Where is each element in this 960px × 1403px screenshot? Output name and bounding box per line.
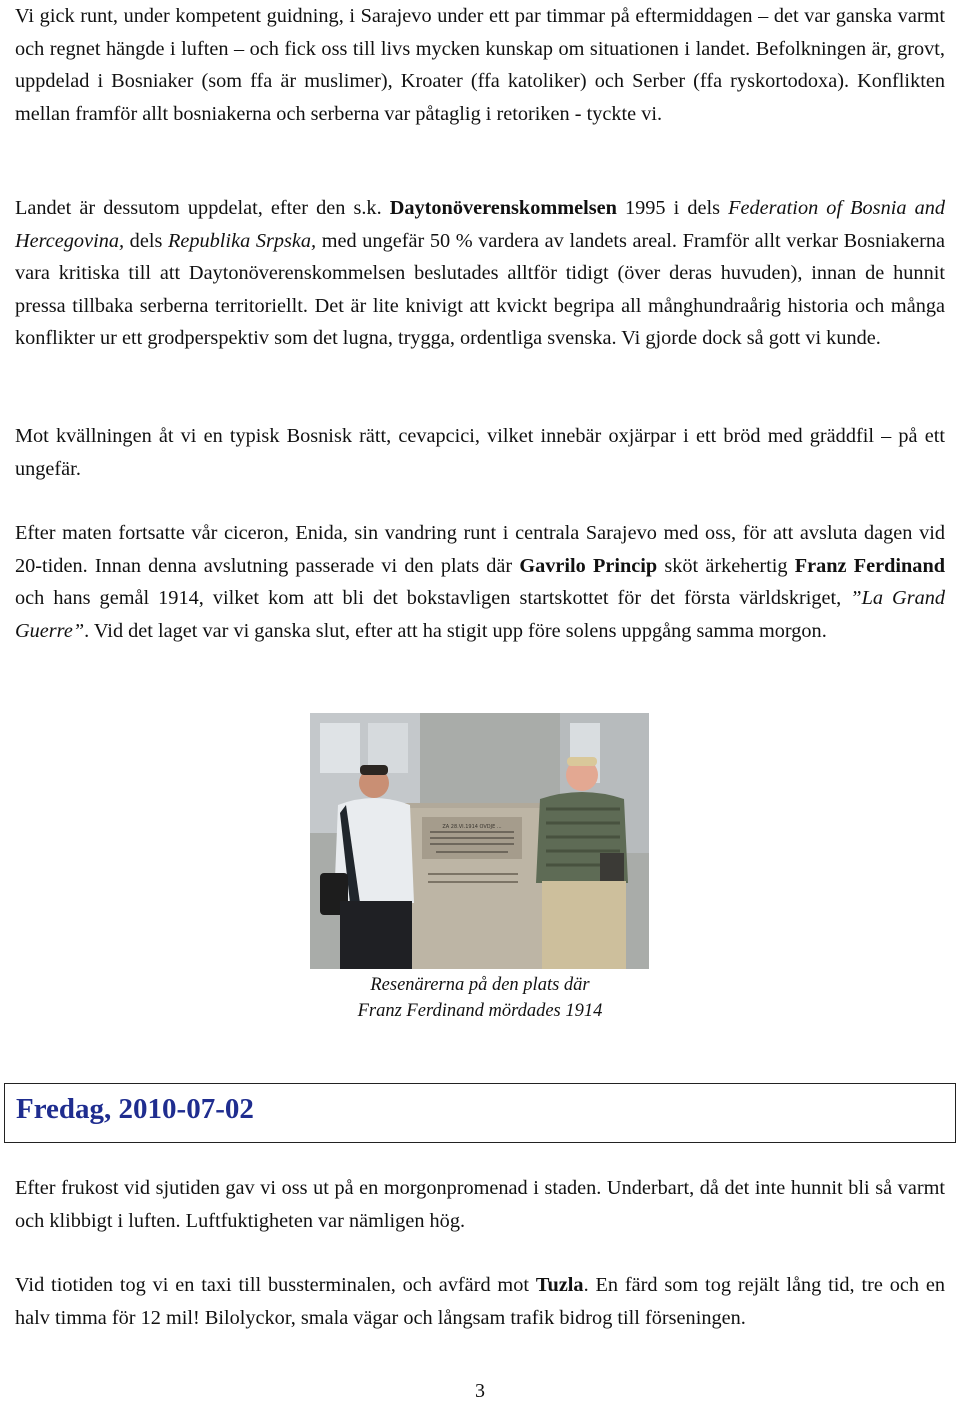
plaque-text: ZA 28.VI.1914 OVDJE ... — [442, 824, 502, 830]
paragraph-text: Efter frukost vid sjutiden gav vi oss ut på en morgonpromenad i staden. Underbart, då det inte hunnit bli så varmt och klibbigt i luften. Luftfuktigheten var nämligen hög. — [15, 1177, 945, 1232]
paragraph-text: Vid tiotiden tog vi en taxi till bussterminalen, och avfärd mot — [15, 1274, 536, 1296]
italic-term: ”La Grand Guerre” — [15, 587, 946, 642]
paragraph-gavrilo-princip — [15, 517, 945, 647]
italic-term: Federation of Bosnia and Hercegovina, — [15, 197, 945, 252]
paragraph-sarajevo-tour — [15, 0, 945, 130]
page-number: 3 — [475, 1380, 485, 1402]
paragraph-text: sköt ärkehertig — [657, 554, 795, 577]
paragraph-text: Landet är dessutom uppdelat, efter den s.k. — [15, 197, 390, 219]
paragraph-taxi-tuzla — [15, 1269, 945, 1334]
paragraph-dayton-agreement — [15, 192, 945, 355]
paragraph-dinner — [15, 420, 945, 485]
paragraph-text: 1995 i dels — [616, 197, 729, 219]
bold-place: Tuzla — [535, 1274, 584, 1296]
paragraph-text: . En färd som tog rejält lång tid, tre och en halv timma för 12 mil! Bilolyckor, smala vägar och långsam trafik bidrog till förseningen. — [15, 1274, 945, 1329]
paragraph-text: Mot kvällningen åt vi en typisk Bosnisk rätt, cevapcici, vilket innebär oxjärpar i ett bröd med gräddfil – på ett ungefär. — [15, 425, 945, 480]
paragraph-morning-walk — [15, 1172, 945, 1237]
photo-caption — [300, 972, 660, 1024]
bold-name: Gavrilo Princip — [519, 554, 658, 577]
italic-term: Republika Srpska, — [167, 229, 317, 252]
paragraph-text: Vi gick runt, under kompetent guidning, i Sarajevo under ett par timmar på eftermiddagen – det var ganska varmt och regnet hängde i luften – och fick oss till livs mycken kunskap om situationen i landet. Befolkningen är, grovt, uppdelad i Bosniaker (som ffa är muslimer), Kroater (ffa katoliker) och Serber (ffa ryskortodoxa). Konflikten mellan framför allt bosniakerna och serberna var påtaglig i retoriken - tyckte vi. — [15, 5, 945, 125]
paragraph-text: dels — [124, 229, 168, 252]
caption-line-2: Franz Ferdinand mördades 1914 — [357, 1001, 603, 1021]
paragraph-text: . Vid det laget var vi ganska slut, efter att ha stigit upp före solens uppgång samma morgon. — [84, 619, 827, 642]
caption-line-1: Resenärerna på den plats där — [370, 975, 590, 995]
day-heading: Fredag, 2010-07-02 — [16, 1093, 254, 1125]
paragraph-text: med ungefär 50 % vardera av landets areal. Framför allt verkar Bosniakerna vara kritiska till att Daytonöverenskommelsen beslutades alltför tidigt (över deras huvuden), innan de hunnit pressa tillbaka serberna territoriellt. Det är lite knivigt att kvickt begripa all månghundraårig historia och många konflikter ur ett grodperspektiv som det lugna, trygga, ordentliga svenska. Vi gjorde dock så gott vi kunde. — [15, 229, 946, 350]
bold-name: Franz Ferdinand — [794, 554, 945, 577]
photo-travelers-at-plaque — [310, 713, 649, 969]
paragraph-text: och hans gemål 1914, vilket kom att bli det bokstavligen startskottet för det första världskriget, — [15, 587, 851, 610]
bold-term: Daytonöverenskommelsen — [389, 197, 617, 219]
photo-illustration — [310, 713, 649, 969]
paragraph-text: Efter maten fortsatte vår ciceron, Enida, sin vandring runt i centrala Sarajevo med oss, för att avsluta dagen vid 20-tiden. Innan denna avslutning passerade vi den plats där — [15, 522, 945, 577]
